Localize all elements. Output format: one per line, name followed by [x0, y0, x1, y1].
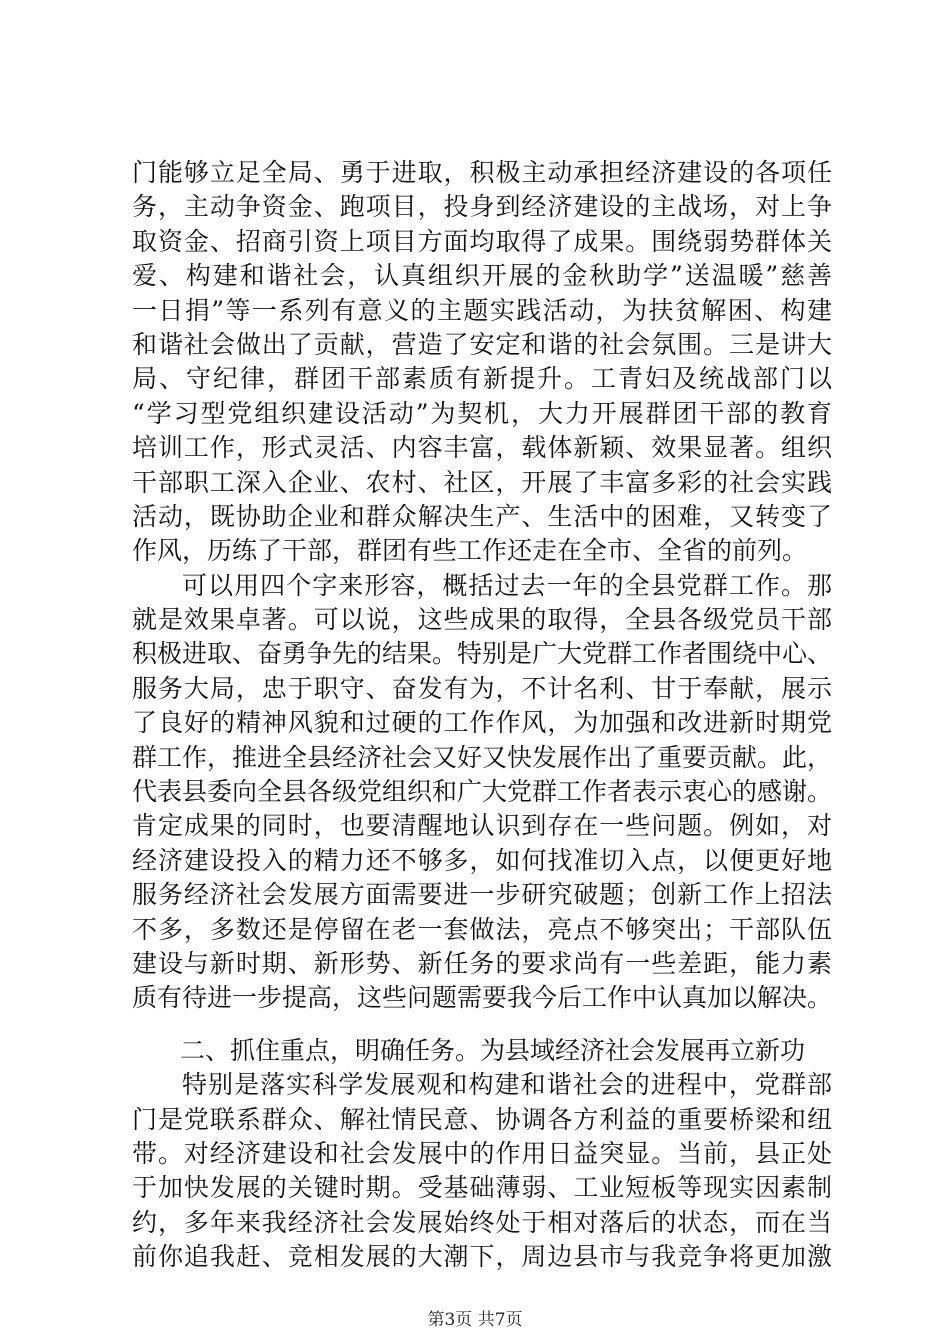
text-line: 干部职工深入企业、农村、社区，开展了丰富多彩的社会实践 — [132, 467, 832, 497]
text-line: 约，多年来我经济社会发展始终处于相对落后的状态，而在当 — [132, 1207, 832, 1237]
section-heading: 二、抓住重点，明确任务。为县域经济社会发展再立新功 — [180, 1035, 806, 1065]
paragraph-first-line: 特别是落实科学发展观和构建和谐社会的进程中，党群部 — [182, 1070, 832, 1100]
paragraph-first-line: 可以用四个字来形容，概括过去一年的全县党群工作。那 — [182, 570, 832, 600]
text-line: 质有待进一步提高，这些问题需要我今后工作中认真加以解决。 — [132, 983, 833, 1013]
text-line: 局、守纪律，群团干部素质有新提升。工青妇及统战部门以 — [132, 364, 832, 394]
text-line: 代表县委向全县各级党组织和广大党群工作者表示衷心的感谢。 — [132, 777, 833, 807]
text-line: 取资金、招商引资上项目方面均取得了成果。围绕弱势群体关 — [132, 226, 832, 256]
text-line: 培训工作，形式灵活、内容丰富，载体新颖、效果显著。组织 — [132, 433, 832, 463]
text-line: “学习型党组织建设活动”为契机，大力开展群团干部的教育 — [132, 398, 832, 428]
text-line: 一日捐”等一系列有意义的主题实践活动，为扶贫解困、构建 — [132, 295, 832, 325]
text-line: 服务大局，忠于职守、奋发有为，不计名利、甘于奉献，展示 — [132, 673, 832, 703]
text-line: 作风，历练了干部，群团有些工作还走在全市、全省的前列。 — [132, 536, 808, 566]
text-line: 积极进取、奋勇争先的结果。特别是广大党群工作者围绕中心、 — [132, 639, 833, 669]
text-line: 务，主动争资金、跑项目，投身到经济建设的主战场，对上争 — [132, 192, 832, 222]
page-number-footer: 第3页 共7页 — [427, 1310, 523, 1330]
text-line: 门是党联系群众、解社情民意、协调各方利益的重要桥梁和纽 — [132, 1104, 832, 1134]
text-line: 经济建设投入的精力还不够多，如何找准切入点，以便更好地 — [132, 845, 832, 875]
text-line: 了良好的精神风貌和过硬的工作作风，为加强和改进新时期党 — [132, 708, 832, 738]
text-line: 就是效果卓著。可以说，这些成果的取得，全县各级党员干部 — [132, 605, 832, 635]
paragraph-gap — [132, 1016, 832, 1034]
text-line: 前你追我赶、竞相发展的大潮下，周边县市与我竞争将更加激 — [132, 1242, 832, 1272]
text-line: 建设与新时期、新形势、新任务的要求尚有一些差距，能力素 — [132, 948, 832, 978]
text-line: 爱、构建和谐社会，认真组织开展的金秋助学”送温暖”慈善 — [132, 261, 832, 291]
text-line: 群工作，推进全县经济社会又好又快发展作出了重要贡献。此， — [132, 742, 833, 772]
text-line: 带。对经济建设和社会发展中的作用日益突显。当前，县正处 — [132, 1138, 832, 1168]
text-line: 肯定成果的同时，也要清醒地认识到存在一些问题。例如，对 — [132, 811, 832, 841]
text-line: 不多，多数还是停留在老一套做法，亮点不够突出；干部队伍 — [132, 914, 832, 944]
text-line: 于加快发展的关键时期。受基础薄弱、工业短板等现实因素制 — [132, 1173, 832, 1203]
document-body — [132, 156, 832, 1275]
text-line: 门能够立足全局、勇于进取，积极主动承担经济建设的各项任 — [132, 158, 832, 187]
text-line: 服务经济社会发展方面需要进一步研究破题；创新工作上招法 — [132, 880, 832, 910]
text-line: 活动，既协助企业和群众解决生产、生活中的困难，又转变了 — [132, 501, 832, 531]
text-line: 和谐社会做出了贡献，营造了安定和谐的社会氛围。三是讲大 — [132, 329, 832, 359]
